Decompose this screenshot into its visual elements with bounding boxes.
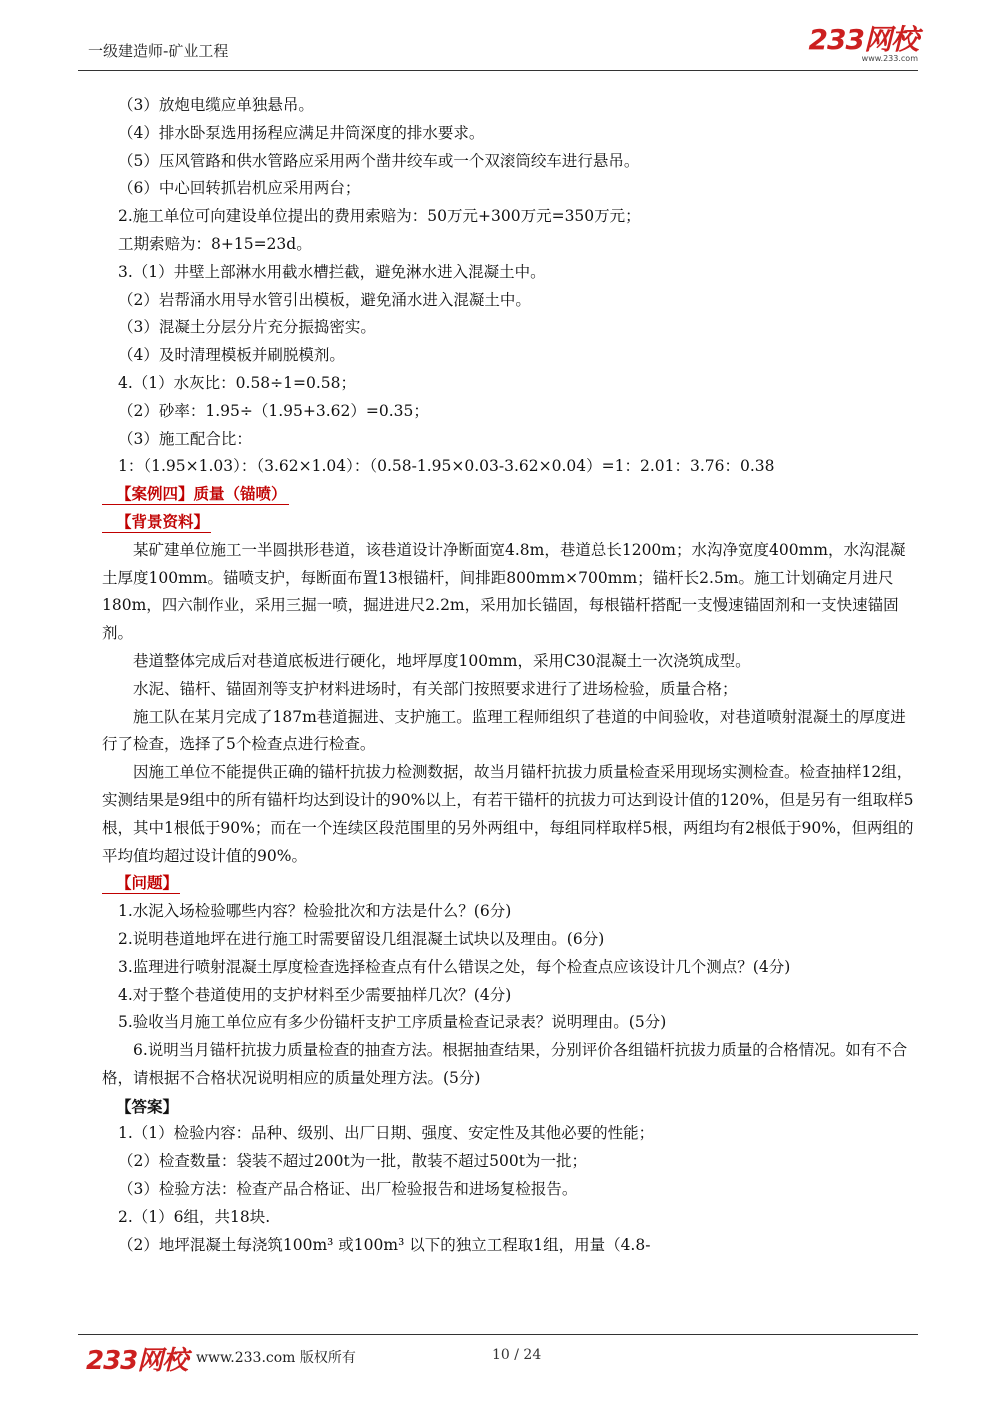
- paragraph: 施工队在某月完成了187m巷道掘进、支护施工。监理工程师组织了巷道的中间验收，对巷道喷射混凝土的厚度进行了检查，选择了5个检查点进行检查。: [102, 707, 906, 754]
- header-divider: [78, 70, 918, 71]
- text-line: [102, 453, 920, 481]
- formula-line: 1：（1.95×1.03）：（3.62×1.04）：（0.58-1.95×0.03-3.62×0.04）=1：2.01：3.76：0.38: [118, 457, 775, 476]
- answer-line: 2.（1）6组，共18块.: [118, 1207, 271, 1226]
- answer-line: 1.（1）检验内容：品种、级别、出厂日期、强度、安定性及其他必要的性能；: [118, 1124, 655, 1143]
- question-item: 6.说明当月锚杆抗拔力质量检查的抽查方法。根据抽查结果，分别评价各组锚杆抗拔力质量的合格情况。如有不合格，请根据不合格状况说明相应的质量处理方法。(5分): [102, 1041, 908, 1087]
- question-item: 5.验收当月施工单位应有多少份锚杆支护工序质量检查记录表？说明理由。(5分): [118, 1013, 667, 1032]
- paragraph: 某矿建单位施工一半圆拱形巷道，该巷道设计净断面宽4.8m，巷道总长1200m；水沟净宽度400mm，水沟混凝土厚度100mm。锚喷支护，每断面布置13根锚杆，间排距800mm×700mm；锚杆长2.5m。施工计划确定月进尺180m，四六制作业，采用三掘一喷，掘进进尺2.2m，采用加长锚固，每根锚杆搭配一支慢速锚固剂和一支快速锚固剂。: [102, 540, 906, 643]
- logo-url: www.233.com: [861, 54, 918, 63]
- text-line: 工期索赔为：8+15=23d。: [118, 234, 312, 253]
- text-line: 3.（1）井壁上部淋水用截水槽拦截，避免淋水进入混凝土中。: [118, 262, 546, 281]
- text-line: （5）压风管路和供水管路应采用两个凿井绞车或一个双滚筒绞车进行悬吊。: [118, 151, 640, 170]
- copyright-text: www.233.com 版权所有: [196, 1350, 356, 1366]
- brand-logo[interactable]: [808, 23, 918, 63]
- text-line: （3）混凝土分层分片充分振捣密实。: [118, 318, 376, 337]
- page-number: 10 / 24: [492, 1347, 542, 1363]
- footer-divider: [78, 1334, 918, 1335]
- section-heading-case: [102, 481, 920, 509]
- text-line: （2）砂率：1.95÷（1.95+3.62）=0.35；: [118, 401, 429, 420]
- text-line: （4）及时清理模板并刷脱模剂。: [118, 346, 345, 365]
- answer-line: （2）地坪混凝土每浇筑100m³ 或100m³ 以下的独立工程取1组，用量（4.8-: [118, 1235, 651, 1254]
- answer-line: （2）检查数量：袋装不超过200t为一批，散装不超过500t为一批；: [118, 1152, 587, 1171]
- paragraph: 因施工单位不能提供正确的锚杆抗拔力检测数据，故当月锚杆抗拔力质量检查采用现场实测检查。检查抽样12组，实测结果是9组中的所有锚杆均达到设计的90%以上，有若干锚杆的抗拔力可达到设计值的120%，但是另有一组取样5根，其中1根低于90%；而在一个连续区段范围里的另外两组中，每组同样取样5根，两组均有2根低于90%，但两组的平均值均超过设计值的90%。: [102, 763, 914, 865]
- text-line: （3）放炮电缆应单独悬吊。: [118, 96, 314, 114]
- questions-heading: 【问题】: [102, 872, 180, 894]
- background-heading: 【背景资料】: [102, 511, 211, 533]
- text-line: 4.（1）水灰比：0.58÷1=0.58；: [118, 373, 357, 392]
- text-line: （3）施工配合比：: [118, 429, 252, 448]
- paragraph: 水泥、锚杆、锚固剂等支护材料进场时，有关部门按照要求进行了进场检验，质量合格；: [133, 679, 738, 698]
- text-line: （2）岩帮涌水用导水管引出模板，避免涌水进入混凝土中。: [118, 290, 531, 309]
- text-line: （4）排水卧泵选用扬程应满足井筒深度的排水要求。: [118, 123, 485, 142]
- question-item: 2.说明巷道地坪在进行施工时需要留设几组混凝土试块以及理由。(6分): [118, 929, 605, 948]
- answer-line: （3）检验方法：检查产品合格证、出厂检验报告和进场复检报告。: [118, 1180, 578, 1199]
- document-body: [102, 92, 920, 1259]
- answer-heading: 【答案】: [116, 1096, 179, 1116]
- question-item: 4.对于整个巷道使用的支护材料至少需要抽样几次？(4分): [118, 985, 512, 1004]
- question-item: 3.监理进行喷射混凝土厚度检查选择检查点有什么错误之处，每个检查点应该设计几个测点？(4分): [118, 957, 791, 976]
- footer-logo[interactable]: 233网校: [86, 1346, 188, 1376]
- section-heading-background: [102, 509, 920, 537]
- document-title: 一级建造师-矿业工程: [88, 42, 229, 60]
- section-heading-questions: [102, 870, 920, 898]
- paragraph: 巷道整体完成后对巷道底板进行硬化，地坪厚度100mm，采用C30混凝土一次浇筑成型。: [133, 651, 751, 670]
- logo-text: 233网校: [808, 23, 918, 56]
- case-heading: 【案例四】质量（锚喷）: [102, 483, 289, 505]
- text-line: （6）中心回转抓岩机应采用两台；: [118, 179, 361, 198]
- text-line: 2.施工单位可向建设单位提出的费用索赔为：50万元+300万元=350万元；: [118, 207, 641, 226]
- question-item: 1.水泥入场检验哪些内容？检验批次和方法是什么？(6分): [118, 902, 512, 921]
